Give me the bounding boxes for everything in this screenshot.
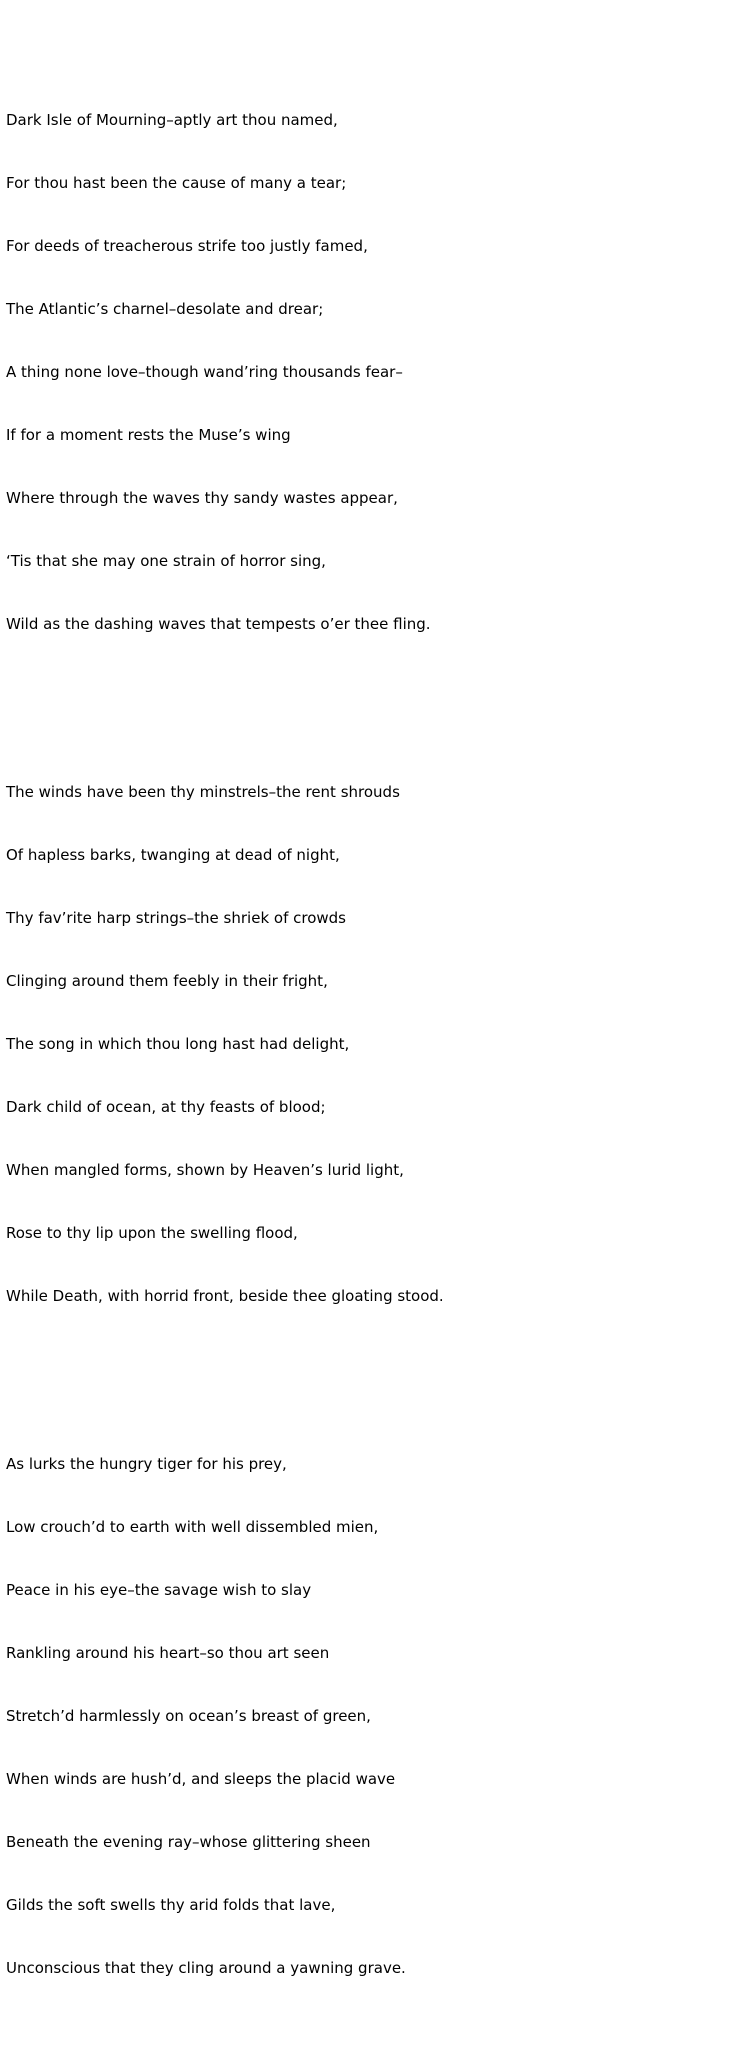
stanza-1 xyxy=(6,68,444,677)
poem-line: Dark Isle of Mourning–aptly art thou named, xyxy=(6,111,338,129)
poem-line: Low crouch’d to earth with well dissembled mien, xyxy=(6,1518,379,1536)
poem-line: Where through the waves thy sandy wastes appear, xyxy=(6,489,398,507)
poem-line: Of hapless barks, twanging at dead of night, xyxy=(6,846,340,864)
poem-line: Stretch’d harmlessly on ocean’s breast of green, xyxy=(6,1707,371,1725)
poem-line: A thing none love–though wand’ring thousands fear– xyxy=(6,363,403,381)
poem-line: ‘Tis that she may one strain of horror sing, xyxy=(6,552,326,570)
poem-line: For deeds of treacherous strife too justly famed, xyxy=(6,237,368,255)
poem-line: Peace in his eye–the savage wish to slay xyxy=(6,1581,312,1599)
poem-line: If for a moment rests the Muse’s wing xyxy=(6,426,291,444)
poem-line: Beneath the evening ray–whose glittering sheen xyxy=(6,1833,371,1851)
poem-text xyxy=(6,26,444,2063)
poem-line: When winds are hush’d, and sleeps the placid wave xyxy=(6,1770,396,1788)
poem-line: Unconscious that they cling around a yawning grave. xyxy=(6,1959,406,1977)
poem-line: Dark child of ocean, at thy feasts of blood; xyxy=(6,1098,326,1116)
poem-line: When mangled forms, shown by Heaven’s lurid light, xyxy=(6,1161,404,1179)
poem-line: Clinging around them feebly in their fright, xyxy=(6,972,328,990)
poem-line: Gilds the soft swells thy arid folds that lave, xyxy=(6,1896,336,1914)
poem-line: Rankling around his heart–so thou art seen xyxy=(6,1644,330,1662)
poem-line: Wild as the dashing waves that tempests o’er thee fling. xyxy=(6,615,431,633)
poem-line: For thou hast been the cause of many a tear; xyxy=(6,174,347,192)
poem-line: As lurks the hungry tiger for his prey, xyxy=(6,1455,287,1473)
poem-line: The winds have been thy minstrels–the rent shrouds xyxy=(6,783,400,801)
poem-line: The song in which thou long hast had delight, xyxy=(6,1035,350,1053)
stanza-2 xyxy=(6,740,444,1349)
poem-line: The Atlantic’s charnel–desolate and drear; xyxy=(6,300,324,318)
stanza-3 xyxy=(6,1412,444,2021)
poem-line: While Death, with horrid front, beside thee gloating stood. xyxy=(6,1287,444,1305)
poem-line: Rose to thy lip upon the swelling flood, xyxy=(6,1224,298,1242)
poem-line: Thy fav’rite harp strings–the shriek of crowds xyxy=(6,909,346,927)
